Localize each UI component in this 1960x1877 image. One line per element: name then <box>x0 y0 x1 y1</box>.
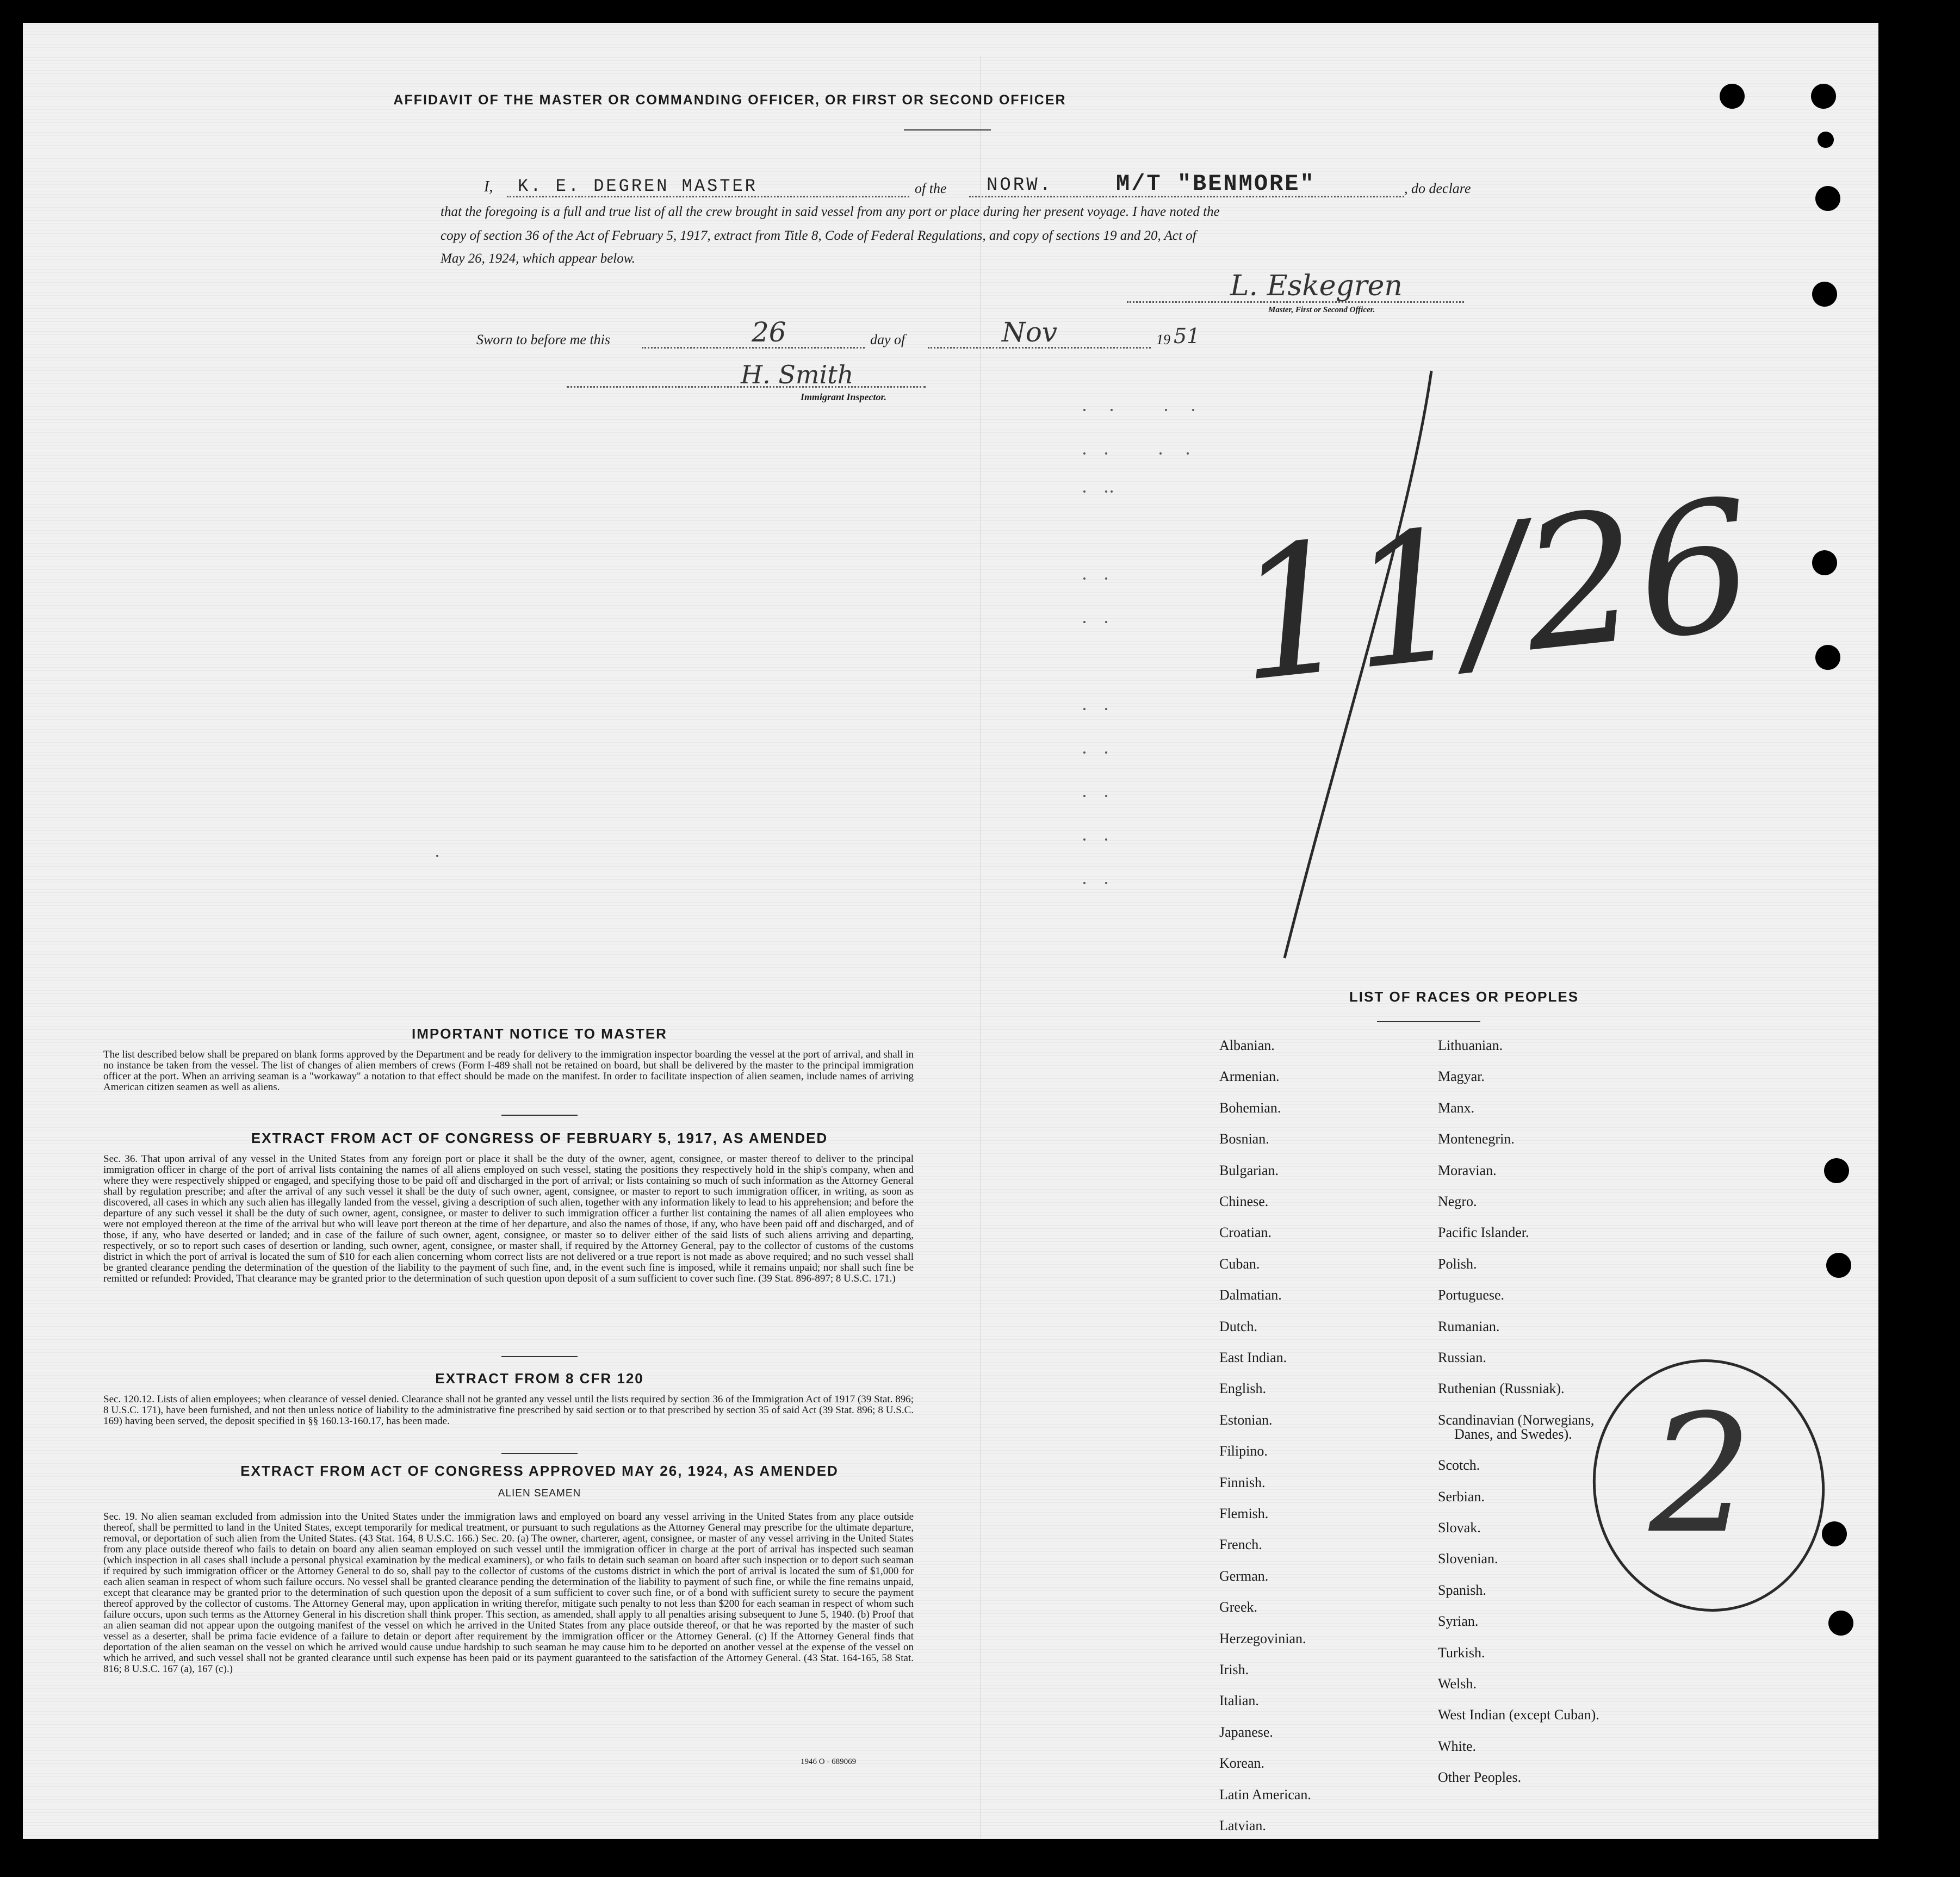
race-item: Bulgarian. <box>1219 1162 1279 1178</box>
circled-number: 2 <box>1649 1379 1753 1569</box>
vessel-name: M/T "BENMORE" <box>1116 171 1316 197</box>
race-item: Scandinavian (Norwegians, <box>1438 1412 1595 1428</box>
inspector-caption: Immigrant Inspector. <box>801 391 887 402</box>
extract-1924-subtitle: ALIEN SEAMEN <box>498 1488 581 1499</box>
race-item: Bosnian. <box>1219 1131 1269 1147</box>
race-item: Albanian. <box>1219 1037 1275 1053</box>
print-code: 1946 O - 689069 <box>801 1757 857 1766</box>
master-signature-caption: Master, First or Second Officer. <box>1268 306 1375 314</box>
race-item: Estonian. <box>1219 1412 1273 1428</box>
race-item: Finnish. <box>1219 1474 1266 1490</box>
punch-hole <box>1815 645 1840 670</box>
inspector-signature: H. Smith <box>741 360 854 389</box>
notice-text: The list described below shall be prepared on blank forms approved by the Department and be ready for delivery to the immigration inspector boarding the vessel at the port of arrival, and shall in no instance be taken from the vessel. The list of changes of alien members of crews (Form I-489 shall not be retained on board, but shall be delivered by the master to the principal immigration officer at the port. When an arriving seaman is a "workaway" a notation to that effect should be made on the manifest. In order to facilitate inspection of alien seamen, include names of arriving American citizen seamen as well as aliens. <box>103 1049 914 1093</box>
handwritten-slash-stroke <box>1274 360 1448 969</box>
race-item: Negro. <box>1438 1194 1477 1209</box>
handwritten-date-mark: 11/26 <box>1226 460 1763 722</box>
punch-hole <box>1818 132 1834 148</box>
race-item: Moravian. <box>1438 1162 1497 1178</box>
inspector-signature-line <box>567 386 926 388</box>
do-declare-label: , do declare <box>1404 181 1471 196</box>
sworn-month: Nov <box>1002 316 1058 348</box>
race-item: Lithuanian. <box>1438 1037 1503 1053</box>
race-item: Armenian. <box>1219 1068 1280 1085</box>
race-item: Dutch. <box>1219 1318 1258 1334</box>
race-item: Greek. <box>1219 1599 1258 1615</box>
race-item: Manx. <box>1438 1099 1475 1116</box>
race-item: Serbian. <box>1438 1488 1485 1505</box>
race-item: Ruthenian (Russniak). <box>1438 1381 1565 1397</box>
race-item: Polish. <box>1438 1256 1477 1272</box>
race-item: Scotch. <box>1438 1457 1480 1474</box>
races-title-underline <box>1377 1021 1480 1022</box>
race-item: English. <box>1219 1381 1266 1397</box>
race-item: Other Peoples. <box>1438 1769 1522 1786</box>
declarant-prefix: I, <box>484 178 493 195</box>
punch-hole <box>1811 84 1836 109</box>
race-item: Rumanian. <box>1438 1318 1500 1334</box>
race-item: Herzegovinian. <box>1219 1630 1306 1646</box>
race-item: Dalmatian. <box>1219 1287 1282 1303</box>
race-item: Portuguese. <box>1438 1287 1505 1303</box>
race-item: German. <box>1219 1568 1269 1584</box>
punch-hole <box>1828 1611 1853 1636</box>
race-item: Bohemian. <box>1219 1099 1281 1116</box>
race-item: Syrian. <box>1438 1613 1479 1630</box>
extract-1917-title: EXTRACT FROM ACT OF CONGRESS OF FEBRUARY 5, 1917, AS AMENDED <box>251 1130 828 1146</box>
punch-hole <box>1720 84 1745 109</box>
race-item: Russian. <box>1438 1350 1486 1365</box>
title-underline <box>904 129 991 130</box>
punch-hole <box>1815 186 1840 211</box>
punch-hole <box>1824 1158 1849 1183</box>
race-item: Slovak. <box>1438 1520 1481 1536</box>
race-item: Latvian. <box>1219 1818 1266 1834</box>
flag-value: NORW. <box>987 175 1053 196</box>
affidavit-title: AFFIDAVIT OF THE MASTER OR COMMANDING OFFICER, OR FIRST OR SECOND OFFICER <box>393 92 1066 108</box>
race-item: Flemish. <box>1219 1506 1269 1521</box>
race-item: Croatian. <box>1219 1225 1272 1241</box>
year-suffix: 51 <box>1174 324 1200 348</box>
race-item: Turkish. <box>1438 1644 1485 1661</box>
extract-cfr-divider <box>501 1453 578 1454</box>
race-item: Latin American. <box>1219 1786 1311 1803</box>
race-item: Chinese. <box>1219 1194 1269 1209</box>
master-signature: L. Eskegren <box>1230 270 1403 302</box>
race-item: Filipino. <box>1219 1443 1268 1459</box>
year-prefix: 19 <box>1156 332 1170 347</box>
race-item: Korean. <box>1219 1755 1265 1772</box>
punch-hole <box>1822 1521 1847 1546</box>
race-item: Pacific Islander. <box>1438 1225 1529 1241</box>
race-item: Danes, and Swedes). <box>1454 1426 1572 1442</box>
race-item: Spanish. <box>1438 1582 1486 1598</box>
extract-1924-title: EXTRACT FROM ACT OF CONGRESS APPROVED MAY 26, 1924, AS AMENDED <box>240 1463 839 1479</box>
punch-hole <box>1812 282 1837 307</box>
extract-cfr-title: EXTRACT FROM 8 CFR 120 <box>435 1370 644 1387</box>
declaration-line-4: May 26, 1924, which appear below. <box>441 251 635 266</box>
document-page <box>23 23 1878 1839</box>
race-item: Montenegrin. <box>1438 1131 1515 1147</box>
races-title: LIST OF RACES OR PEOPLES <box>1349 989 1579 1005</box>
page-fold <box>980 55 981 1839</box>
extract-1917-text: Sec. 36. That upon arrival of any vessel in the United States from any foreign port or place it shall be the duty of the owner, agent, consignee, or master thereof to deliver to the principal immigration officer in charge of the port of arrival lists containing the names of all aliens employed on such vessel, stating the positions they respectively hold in the ship's company, when and where they were respectively shipped or engaged, and specifying those to be paid off and discharged in the port of arrival; or lists containing so much of such information as the Attorney General shall by regulation prescribe; and after the arrival of any such vessel it shall be the duty of such owner, agent, consignee, or master to report to such immigration officer, in writing, as soon as discovered, all cases in which any such alien has illegally landed from the vessel, giving a description of such alien, together with any information likely to lead to his apprehension; and before the departure of any such vessel it shall be the duty of such owner, agent, consignee, or master to deliver to such immigration officer a further list containing the names of all alien employees who were not employed thereon at the time of the arrival but who will leave port thereon at the time of her departure, and also the names of those, if any, who have been paid off and discharged, and of those, if any, who have deserted or landed; and in case of the failure of such owner, agent, consignee, or master so to deliver either of the said lists of such aliens arriving and departing, respectively, or so to report such cases of desertion or landing, such owner, agent, consignee, or master shall, if required by the Attorney General, pay to the collector of customs of the customs district in which the port of arrival is located the sum of $10 for each alien concerning whom correct lists are not delivered or a true report is not made as above required; and no such vessel shall be granted clearance pending the determination of the question of the liability to the payment of such fine, and, in the event such fine is imposed, while it remains unpaid; nor shall such fine be remitted or refunded: Provided, That clearance may be granted prior to the determination of such question upon deposit of a sum sufficient to cover such fine. (39 Stat. 896-897; 8 U.S.C. 171.) <box>103 1153 914 1284</box>
race-item: Welsh. <box>1438 1676 1477 1692</box>
race-item: East Indian. <box>1219 1350 1287 1365</box>
notice-title: IMPORTANT NOTICE TO MASTER <box>412 1025 667 1042</box>
day-of-label: day of <box>870 332 905 347</box>
race-item: French. <box>1219 1537 1262 1553</box>
race-item: Irish. <box>1219 1662 1249 1677</box>
declaration-line-2: that the foregoing is a full and true list of all the crew brought in said vessel from any port or place during her present voyage. I have noted the <box>441 204 1220 219</box>
sworn-label: Sworn to before me this <box>476 332 611 347</box>
race-item: White. <box>1438 1738 1477 1754</box>
master-signature-line <box>1127 301 1464 303</box>
race-item: Cuban. <box>1219 1256 1260 1272</box>
extract-1917-divider <box>501 1356 578 1357</box>
race-item: West Indian (except Cuban). <box>1438 1707 1599 1723</box>
notice-divider <box>501 1115 578 1116</box>
race-item: Slovenian. <box>1438 1551 1498 1567</box>
extract-cfr-text: Sec. 120.12. Lists of alien employees; when clearance of vessel denied. Clearance shall not be granted any vessel until the lists required by section 36 of the Immigration Act of 1917 (39 Stat. 896; 8 U.S.C. 171), have been furnished, and not then unless notice of liability to the administrative fine prescribed by said section or to that prescribed by section 35 of said Act (39 Stat. 896; 8 U.S.C. 169) having been served, the deposit specified in §§ 160.13-160.17, has been made. <box>103 1394 914 1427</box>
race-item: Japanese. <box>1219 1724 1273 1740</box>
declarant-name: K. E. DEGREN MASTER <box>518 176 758 196</box>
sworn-day: 26 <box>752 316 786 348</box>
punch-hole <box>1812 550 1837 575</box>
declaration-line-3: copy of section 36 of the Act of February 5, 1917, extract from Title 8, Code of Federal Regulations, and copy of sections 19 and 20, Act of <box>441 228 1196 243</box>
of-the-label: of the <box>915 181 947 196</box>
race-item: Magyar. <box>1438 1068 1485 1085</box>
punch-hole <box>1826 1253 1851 1278</box>
extract-1924-text: Sec. 19. No alien seaman excluded from admission into the United States under the immigration laws and employed on board any vessel arriving in the United States from any place outside thereof, shall be permitted to land in the United States, except temporarily for medical treatment, or pursuant to such regulations as the Attorney General may prescribe for the ultimate departure, removal, or deportation of such alien from the United States. (43 Stat. 164, 8 U.S.C. 166.) Sec. 20. (a) The owner, charterer, agent, consignee, or master of any vessel arriving in the United States from any place outside thereof who fails to detain on board any alien seaman employed on such vessel until the immigration officer in charge at the port of arrival has inspected such seaman (which inspection in all cases shall include a personal physical examination by the medical examiners), or who fails to detain such seaman on board after such inspection or to deport such seaman if required by such immigration officer or the Attorney General to do so, shall pay to the collector of customs of the customs district in which the port of arrival is located the sum of $1,000 for each alien seaman in respect of whom such failure occurs. No vessel shall be granted clearance pending the determination of the liability to payment of such fine, or while the fine remains unpaid, except that clearance may be granted prior to the determination of such question upon the deposit of a sum sufficient to cover such fine, or of a bond with sufficient surety to secure the payment thereof approved by the collector of customs. The Attorney General may, upon application in writing therefor, mitigate such penalty to not less than $200 for each seaman in respect of whom such failure occurs, upon such terms as the Attorney General in his discretion shall think proper. This section, as amended, shall apply to all penalties arising subsequent to June 5, 1940. (b) Proof that an alien seaman did not appear upon the outgoing manifest of the vessel on which he arrived in the United States from any place outside thereof, or that he was reported by the master of such vessel as a deserter, shall be prima facie evidence of a failure to detain or deport after requirement by the immigration officer or the Attorney General. (c) If the Attorney General finds that deportation of the alien seaman on the vessel on which he arrived would cause undue hardship to such seaman he may cause him to be deported on another vessel at the expense of the vessel on which he arrived, and such vessel shall not be granted clearance until such expense has been paid or its payment guaranteed to the satisfaction of the Attorney General. (43 Stat. 164-165, 58 Stat. 816; 8 U.S.C. 167 (a), 167 (c).) <box>103 1511 914 1675</box>
race-item: Italian. <box>1219 1693 1259 1709</box>
